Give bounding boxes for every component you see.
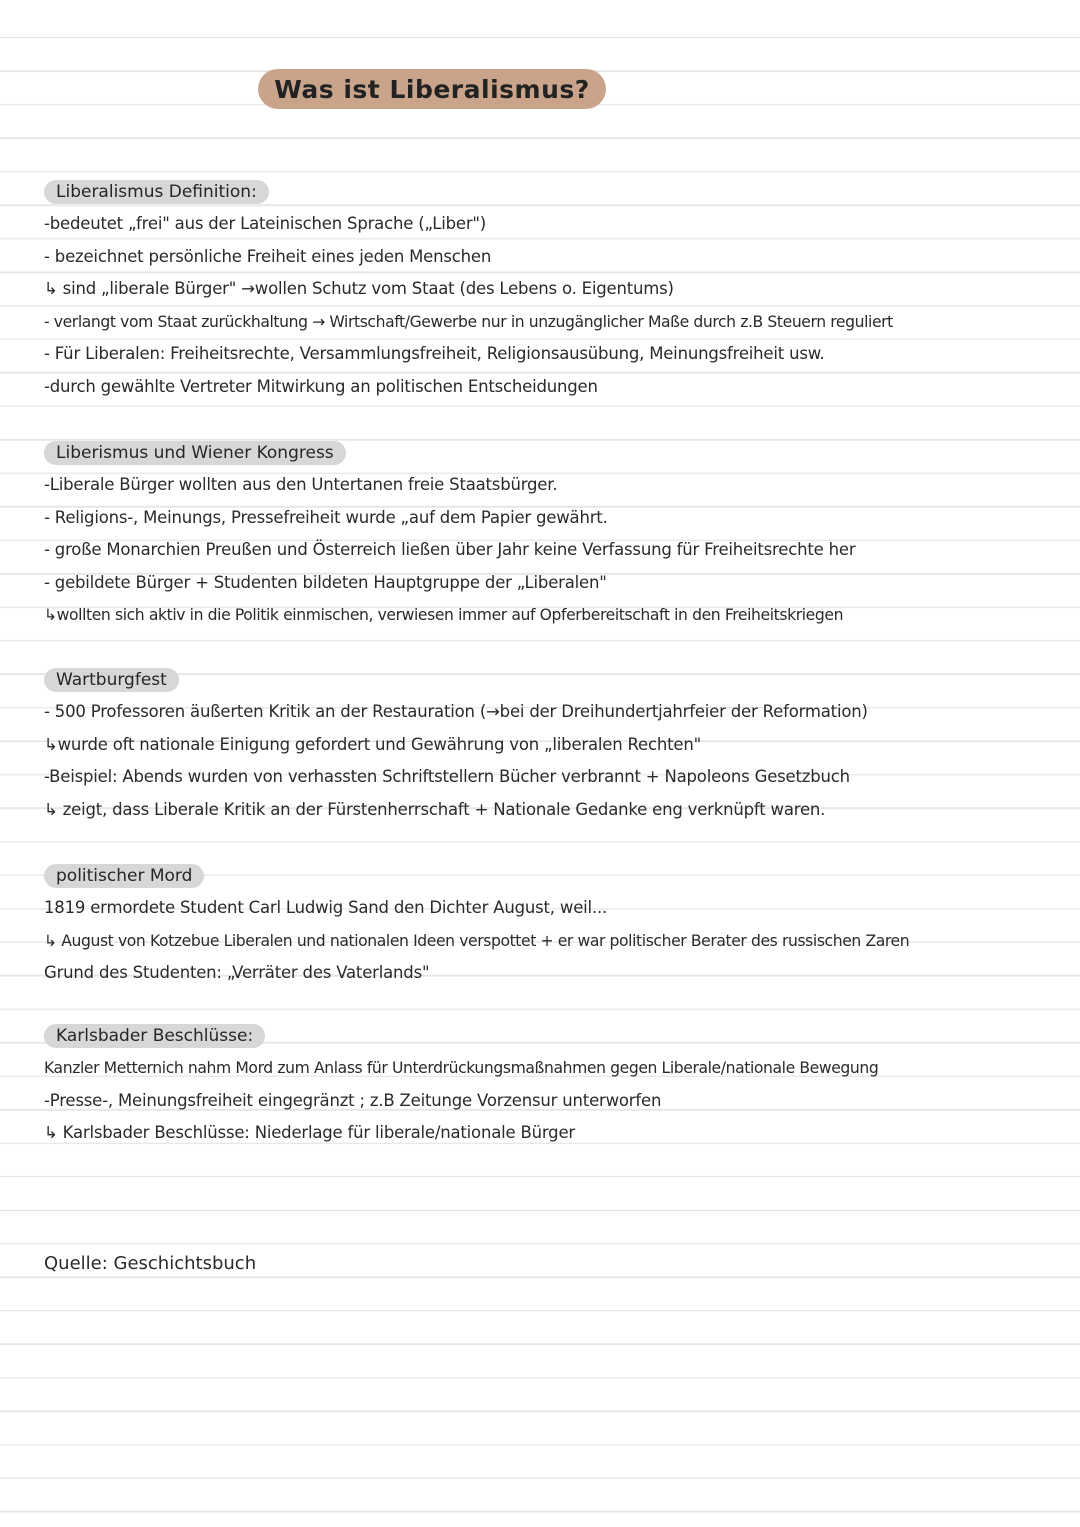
section-politischer-mord — [44, 864, 1074, 990]
note-line: - 500 Professoren äußerten Kritik an der Restauration (→bei der Dreihundertjahrfeier der Reformation) — [44, 702, 868, 721]
note-line: Grund des Studenten: „Verräter des Vaterlands" — [44, 963, 430, 982]
note-line: - verlangt vom Staat zurückhaltung → Wirtschaft/Gewerbe nur in unzugänglicher Maße durch z.B Steuern reguliert — [44, 312, 893, 331]
note-line: ↳ sind „liberale Bürger" →wollen Schutz vom Staat (des Lebens o. Eigentums) — [44, 279, 674, 298]
section-wartburgfest — [44, 668, 1074, 826]
section-heading: politischer Mord — [44, 864, 204, 888]
section-liberalismus-definition — [44, 180, 1074, 403]
note-line: -Presse-, Meinungsfreiheit eingegränzt ; z.B Zeitunge Vorzensur unterworfen — [44, 1090, 662, 1110]
section-heading: Karlsbader Beschlüsse: — [44, 1024, 265, 1048]
note-line: - Für Liberalen: Freiheitsrechte, Versammlungsfreiheit, Religionsausübung, Meinungsfreiheit usw. — [44, 344, 825, 363]
section-liberismus-wiener-kongress — [44, 441, 1074, 632]
note-line: 1819 ermordete Student Carl Ludwig Sand den Dichter August, weil... — [44, 898, 608, 917]
note-line: ↳ zeigt, dass Liberale Kritik an der Fürstenherrschaft + Nationale Gedanke eng verknüpft waren. — [44, 799, 826, 819]
note-line: ↳wurde oft nationale Einigung gefordert und Gewährung von „liberalen Rechten" — [44, 734, 701, 754]
note-line: - bezeichnet persönliche Freiheit eines jeden Menschen — [44, 246, 492, 266]
note-line: Kanzler Metternich nahm Mord zum Anlass für Unterdrückungsmaßnahmen gegen Liberale/nationale Bewegung — [44, 1059, 879, 1077]
note-line: -bedeutet „frei" aus der Lateinischen Sprache („Liber") — [44, 214, 487, 233]
note-line: ↳wollten sich aktiv in die Politik einmischen, verwiesen immer auf Opferbereitschaft in den Freiheitskriegen — [44, 606, 844, 624]
note-line: ↳ Karlsbader Beschlüsse: Niederlage für liberale/nationale Bürger — [44, 1123, 575, 1142]
note-line: -durch gewählte Vertreter Mitwirkung an politischen Entscheidungen — [44, 376, 598, 396]
section-heading: Wartburgfest — [44, 668, 179, 692]
source-note: Quelle: Geschichtsbuch — [44, 1253, 257, 1274]
note-line: - Religions-, Meinungs, Pressefreiheit wurde „auf dem Papier gewährt. — [44, 507, 608, 527]
section-heading: Liberismus und Wiener Kongress — [44, 441, 346, 465]
note-line: ↳ August von Kotzebue Liberalen und nationalen Ideen verspottet + er war politischer Berater des russischen Zaren — [44, 931, 910, 950]
note-line: -Beispiel: Abends wurden von verhassten Schriftstellern Bücher verbrannt + Napoleons Gesetzbuch — [44, 767, 850, 786]
page-title: Was ist Liberalismus? — [258, 69, 606, 109]
section-karlsbader-beschluesse — [44, 1024, 1074, 1150]
note-line: - gebildete Bürger + Studenten bildeten Hauptgruppe der „Liberalen" — [44, 572, 607, 592]
note-line: -Liberale Bürger wollten aus den Untertanen freie Staatsbürger. — [44, 475, 558, 494]
note-line: - große Monarchien Preußen und Österreich ließen über Jahr keine Verfassung für Freiheitsrechte her — [44, 540, 856, 559]
section-heading: Liberalismus Definition: — [44, 180, 269, 204]
